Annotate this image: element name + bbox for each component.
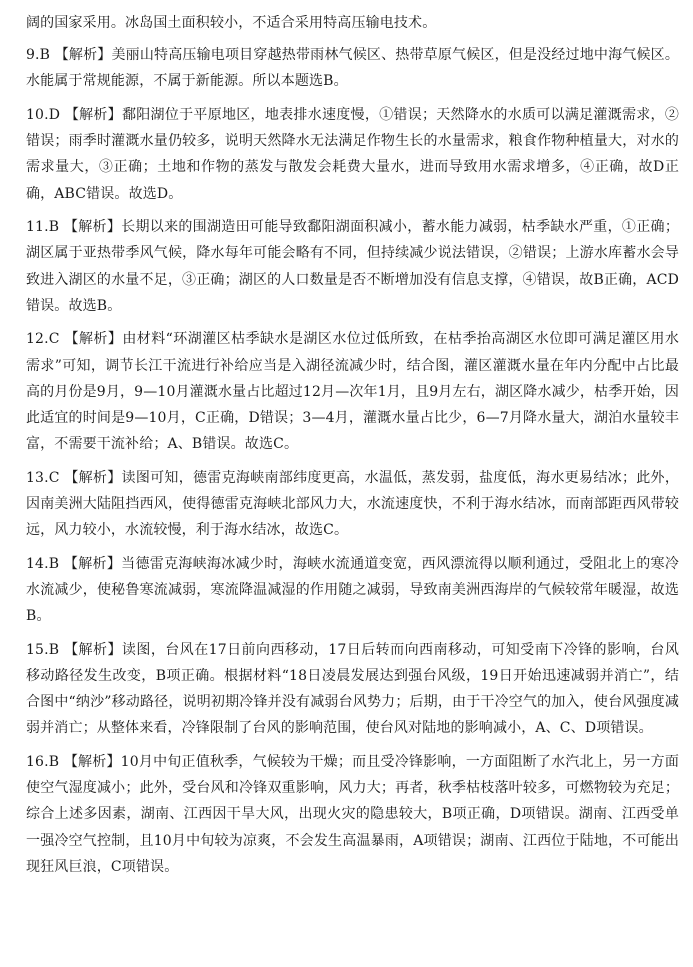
answer-11: 11.B 【解析】长期以来的围湖造田可能导致鄱阳湖面积减小，蓄水能力减弱，枯季缺水严重，①正确；湖区属于亚热带季风气候，降水每年可能会略有不同，但持续减少说法错误，②错误；上游水库蓄水会导致进入湖区的水量不足，③正确；湖区的人口数量是否不断增加没有信息支撑，④错误，故B正确，ACD错误。故选B。	[26, 219, 679, 314]
answer-14: 14.B 【解析】当德雷克海峡海冰减少时，海峡水流通道变宽，西风漂流得以顺利通过，受阻北上的寒冷水流减少，使秘鲁寒流减弱，寒流降温减湿的作用随之减弱，导致南美洲西海岸的气候较常年暖湿，故选B。	[26, 555, 679, 625]
paragraph-continuation: 阔的国家采用。冰岛国土面积较小，不适合采用特高压输电技术。	[26, 15, 437, 31]
answer-15: 15.B 【解析】读图，台风在17日前向西移动，17日后转而向西南移动，可知受南下冷锋的影响，台风移动路径发生改变，B项正确。根据材料“18日凌晨发展达到强台风级，19日开始迅速减弱并消亡”，结合图中“纳沙”移动路径，说明初期冷锋并没有减弱台风势力；后期，由于干冷空气的加入，使台风强度减弱并消亡；从整体来看，冷锋限制了台风的影响范围，使台风对陆地的影响减小，A、C、D项错误。	[26, 641, 679, 737]
answer-12: 12.C 【解析】由材料“环湖灌区枯季缺水是湖区水位过低所致，在枯季抬高湖区水位即可满足灌区用水需求”可知，调节长江干流进行补给应当是入湖径流减少时，结合图，灌区灌溉水量在年内分配中占比最高的月份是9月，9—10月灌溉水量占比超过12月—次年1月，且9月左右，湖区降水减少，枯季开始，因此适宜的时间是9—10月，C正确，D错误；3—4月，灌溉水量占比少，6—7月降水量大，湖泊水量较丰富，不需要干流补给；A、B错误。故选C。	[26, 331, 679, 453]
answer-13: 13.C 【解析】读图可知，德雷克海峡南部纬度更高，水温低，蒸发弱，盐度低，海水更易结冰；此外，因南美洲大陆阻挡西风，使得德雷克海峡北部风力大，水流速度快，不利于海水结冰，而南部距西风带较远，风力较小，水流较慢，利于海水结冰，故选C。	[26, 469, 679, 539]
answer-16: 16.B 【解析】10月中旬正值秋季，气候较为干燥；而且受冷锋影响，一方面阻断了水汽北上，另一方面使空气湿度减小；此外，受台风和冷锋双重影响，风力大；再者，秋季枯枝落叶较多，可燃物较为充足；综合上述多因素，湖南、江西因干旱大风，出现火灾的隐患较大，B项正确，D项错误。湖南、江西受单一强冷空气控制，且10月中旬较为凉爽，不会发生高温暴雨，A项错误；湖南、江西位于陆地，不可能出现狂风巨浪，C项错误。	[26, 754, 679, 875]
answer-9: 9.B 【解析】美丽山特高压输电项目穿越热带雨林气候区、热带草原气候区，但是没经过地中海气候区。水能属于常规能源，不属于新能源。所以本题选B。	[26, 47, 679, 90]
answer-10: 10.D 【解析】鄱阳湖位于平原地区，地表排水速度慢，①错误；天然降水的水质可以满足灌溉需求，②错误；雨季时灌溉水量仍较多，说明天然降水无法满足作物生长的水量需求，粮食作物种植量大，对水的需求量大，③正确；土地和作物的蒸发与散发会耗费大量水，进而导致用水需求增多，④正确，故D正确，ABC错误。故选D。	[26, 107, 679, 202]
